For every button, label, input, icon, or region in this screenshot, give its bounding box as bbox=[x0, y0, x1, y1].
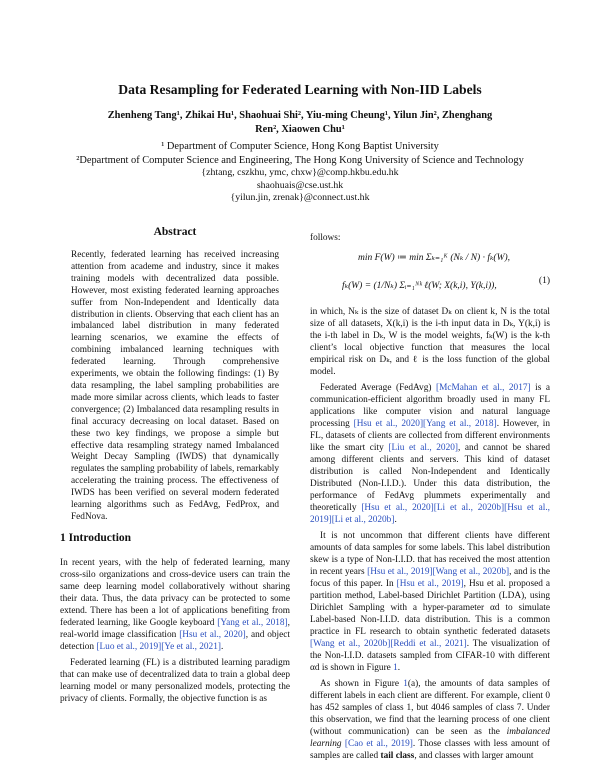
paper-title: Data Resampling for Federated Learning with Non-IID Labels bbox=[118, 82, 482, 97]
label-skew-paragraph bbox=[310, 530, 550, 674]
citation-link[interactable]: [Hsu et al., 2019] bbox=[396, 579, 464, 589]
citation-link[interactable]: [Cao et al., 2019] bbox=[344, 739, 413, 749]
authors-line-1: Zhenheng Tang¹, Zhikai Hu¹, Shaohuai Shi², Yiu-ming Cheung¹, Yilun Jin², Zhenghang bbox=[107, 110, 493, 121]
fedavg-paragraph bbox=[310, 382, 550, 526]
citation-link[interactable]: [Liu et al., 2020] bbox=[388, 443, 458, 453]
text-span: Federated Average (FedAvg) bbox=[320, 383, 436, 393]
text-span: . Those classes with less amount of samples are called bbox=[310, 739, 550, 761]
text-span: , and cannot be shared among different clients and servers. This kind of dataset distribution is called Non-Independent and Identically Distributed (Non-I.I.D.). Under this data distribution, the performance of FedAvg plummets experimentally and theoretically bbox=[310, 443, 550, 513]
emphasis-text: imbalanced learning bbox=[310, 727, 550, 749]
figure-ref-link[interactable]: 1 bbox=[403, 679, 408, 689]
text-span: , and classes with larger amount bbox=[414, 751, 534, 761]
equation-explanation: in which, Nₖ is the size of dataset Dₖ on client k, N is the total size of all datasets, X(k,i) is the i-th input data in Dₖ, Y(k,i) is the i-th label in Dₖ, W is the model weights, fₖ(W) is the k-th client’s local objective function that measures the local empirical risk on Dₖ, and ℓ is the loss function of the global model. bbox=[310, 307, 550, 377]
citation-link[interactable]: [Yang et al., 2018] bbox=[217, 618, 288, 628]
text-span: , and is the focus of this paper. In bbox=[310, 567, 551, 589]
intro-paragraph-1 bbox=[60, 557, 290, 653]
citation-link[interactable]: [Hsu et al., 2020][Li et al., 2020b][Hsu et al., 2019][Li et al., 2020b] bbox=[310, 503, 550, 525]
intro-paragraph-2: Federated learning (FL) is a distributed learning paradigm that can make use of decentralized data to train a global deep learning model or many personalized models, protecting the privacy of clients. Formally, the objective function is as bbox=[60, 658, 290, 704]
affiliation-1: ¹ Department of Computer Science, Hong Kong Baptist University bbox=[161, 141, 439, 152]
text-span: . bbox=[394, 515, 397, 525]
authors-line-2: Ren², Xiaowen Chu¹ bbox=[255, 124, 345, 135]
citation-link[interactable]: [Luo et al., 2019][Ye et al., 2021] bbox=[96, 642, 221, 652]
left-column bbox=[60, 226, 290, 524]
author-list bbox=[40, 109, 560, 137]
abstract-heading: Abstract bbox=[153, 226, 197, 238]
figure-ref-link[interactable]: 1 bbox=[393, 663, 398, 673]
text-span: , real-world image classification bbox=[60, 618, 290, 640]
citation-link[interactable]: [McMahan et al., 2017] bbox=[435, 383, 531, 393]
equation-number: (1) bbox=[538, 276, 550, 286]
text-span: , Hsu et al. proposed a partition method, Label-based Dirichlet Partition (LDA), using Dirichlet Sampling with a hyper-parameter αd to simulate Label-based Non-I.I.D. data distribution. This is a common practice in FL research to obtain synthetic federated datasets bbox=[310, 579, 550, 637]
follows-text: follows: bbox=[310, 233, 341, 243]
text-span: . bbox=[220, 642, 224, 652]
text-span: It is not uncommon that different clients have different amounts of data samples for some labels. This label distribution skew is a type of Non-I.I.D. that has received the most attention in recent years bbox=[310, 531, 550, 577]
citation-link[interactable]: [Hsu et al., 2020] bbox=[179, 630, 246, 640]
abstract-body: Recently, federated learning has received increasing attention from academe and industry, since it makes training models with decentralized data possible. However, most existing federated learning approaches suffer from Non-Independent and Identically data distribution in clients. Observing that each client has an imbalanced label distribution in many federated learning scenarios, we examine the effects of combining imbalanced learning techniques with federated learning. Through comprehensive experiments, we obtain the following findings: (1) By data resampling, the label sampling probabilities are made more similar across clients, which leads to faster convergence; (2) Imbalanced data resampling results in final accuracy decreasing on local dataset. Based on these two key findings, we propose a simple but effective data resampling strategy named Imbalanced Weight Decay Sampling (IWDS) that dynamically regulates the sampling probability of labels, remarkably accelerating the training process. The effectiveness of IWDS has been verified on several modern federated learning algorithms such as FedAvg, FedProx, and FedNova. bbox=[71, 250, 279, 522]
citation-link[interactable]: [Hsu et al., 2019][Wang et al., 2020b] bbox=[367, 567, 510, 577]
email-2: shaohuais@cse.ust.hk bbox=[256, 179, 344, 191]
text-span: (a), the amounts of data samples of different labels in each client are different. For example, client 0 has 452 samples of class 1, but 4046 samples of class 7. Under this observation, we find that the learning process of one client (without communication) can be seen as the bbox=[310, 679, 550, 737]
introduction-heading: 1 Introduction bbox=[60, 532, 132, 544]
citation-link[interactable]: [Wang et al., 2020b][Reddi et al., 2021] bbox=[310, 639, 467, 649]
text-span: is a communication-efficient algorithm broadly used in many FL applications like computer vision and natural language processing bbox=[310, 383, 550, 429]
text-span: . The visualization of the Non-I.I.D. datasets sampled from CIFAR-10 with different αd is shown in Figure bbox=[310, 639, 550, 673]
introduction-section bbox=[60, 557, 290, 709]
paper-header bbox=[40, 82, 560, 205]
text-span: , and object detection bbox=[60, 630, 290, 652]
email-1: {zhtang, cszkhu, ymc, chxw}@comp.hkbu.edu.hk bbox=[201, 167, 399, 178]
affiliation-2: ²Department of Computer Science and Engineering, The Hong Kong University of Science and Technology bbox=[76, 154, 524, 166]
right-column bbox=[310, 232, 550, 766]
text-span: In recent years, with the help of federated learning, many cross-silo organizations and cross-device users can train the same deep learning model collaboratively without sharing their data. Thus, the data privacy can be protected to some extend. There has been a lot of applications benefiting from federated learning, like Google keyboard bbox=[60, 558, 290, 628]
equation-line-2: fₖ(W) = (1/Nₖ) Σᵢ₌₁ᴺᵏ ℓ(W; X(k,i), Y(k,i)), bbox=[342, 281, 497, 291]
text-span: As shown in Figure bbox=[320, 679, 404, 689]
bold-term: tail class bbox=[380, 751, 415, 761]
equation-1 bbox=[310, 248, 550, 306]
email-3: {yilun.jin, zrenak}@connect.ust.hk bbox=[230, 192, 370, 203]
text-span: . bbox=[397, 663, 401, 673]
figure-discussion-paragraph bbox=[310, 678, 550, 762]
equation-line-1: min F(W) ≔ min Σₖ₌₁ᴷ (Nₖ / N) · fₖ(W), bbox=[358, 253, 511, 263]
citation-link[interactable]: [Hsu et al., 2020][Yang et al., 2018] bbox=[353, 419, 497, 429]
text-span: . However, in FL, datasets of clients are collected from different environments like the smart city bbox=[310, 419, 550, 453]
